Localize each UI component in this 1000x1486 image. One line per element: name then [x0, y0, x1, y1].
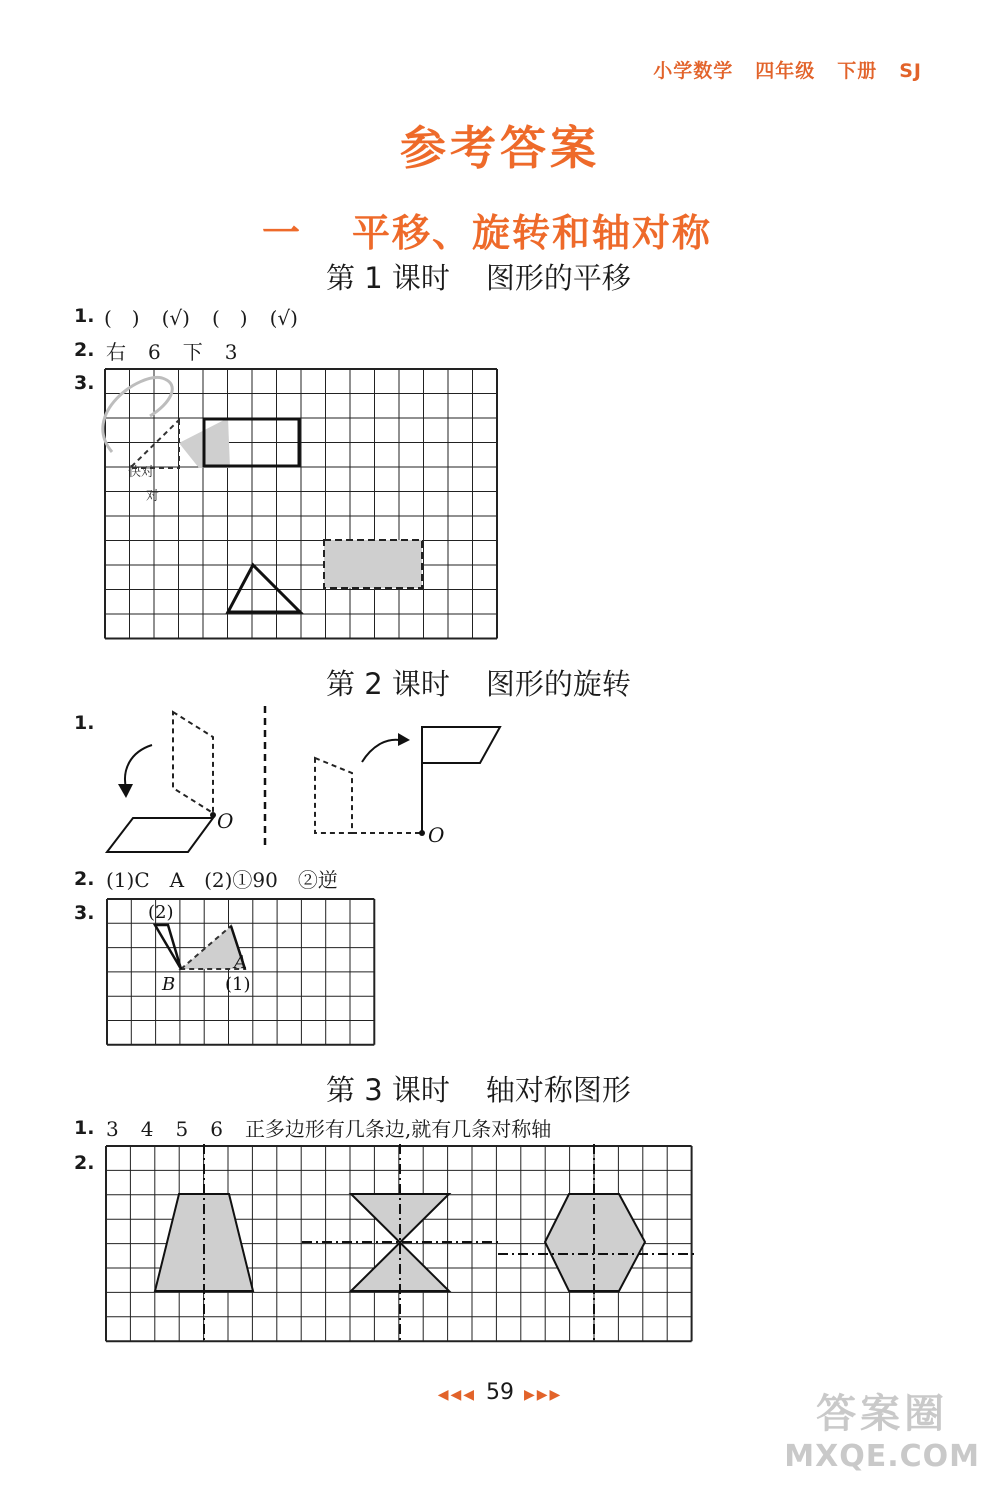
- unit-name: 平移、旋转和轴对称: [352, 211, 713, 255]
- l1-q1-a2: (√): [161, 306, 190, 330]
- dashed-rectangle: [324, 540, 422, 588]
- page-title: 参考答案: [400, 121, 600, 175]
- point-a: A: [234, 952, 247, 973]
- l3-q2-grid-figure: [104, 1144, 698, 1344]
- l1-q1-label: 1.: [74, 305, 95, 327]
- l1-q1-answers: [104, 302, 320, 331]
- l3-q1-answer: [106, 1113, 573, 1142]
- lesson3-number: 第 3 课时: [326, 1073, 450, 1107]
- l1-q2-a1: 右: [106, 340, 126, 364]
- l3-q1-n4: 6: [210, 1117, 223, 1141]
- watermark-line2: MXQE.COM: [784, 1439, 980, 1474]
- header-subject: 小学数学: [653, 60, 734, 82]
- center-point-left: [210, 812, 216, 818]
- watermark: [784, 1382, 980, 1474]
- footer-left-arrows: ◀◀◀: [437, 1387, 476, 1403]
- header-edition: SJ: [899, 60, 922, 82]
- lesson2-number: 第 2 课时: [326, 667, 450, 701]
- l2-q1-label: 1.: [74, 712, 95, 734]
- unit-title: [262, 202, 712, 257]
- center-point-right: [419, 830, 425, 836]
- l1-q2-label: 2.: [74, 339, 95, 361]
- l3-q1-n2: 4: [140, 1117, 154, 1141]
- lesson3-name: 轴对称图形: [485, 1073, 631, 1107]
- lesson3-title: [326, 1068, 631, 1109]
- page-number: 59: [486, 1380, 514, 1405]
- rotation-arrow-right: [362, 740, 400, 762]
- rotated-flag: [422, 727, 500, 763]
- book-header: [631, 56, 922, 83]
- footer-right-arrows: ▶▶▶: [524, 1387, 563, 1403]
- l2-q1-rotation-figure: [100, 700, 520, 860]
- l1-q1-a1: ( ): [104, 306, 140, 330]
- tag-1: (1): [225, 974, 251, 995]
- dashed-flag: [315, 758, 352, 833]
- rotation-arrow-left: [125, 745, 152, 788]
- l1-q2-a2: 6: [148, 340, 161, 364]
- tag-2: (2): [148, 902, 174, 923]
- l3-q1-label: 1.: [74, 1117, 95, 1139]
- l3-q2-label: 2.: [74, 1152, 95, 1174]
- lesson1-name: 图形的平移: [485, 261, 631, 295]
- rotated-parallelogram: [107, 818, 213, 852]
- dashed-parallelogram-left: [173, 712, 213, 813]
- l1-q2-a4: 3: [224, 340, 238, 364]
- l1-q1-a3: ( ): [211, 306, 248, 330]
- l1-q3-grid-figure: [100, 364, 500, 642]
- unit-number: 一: [262, 211, 303, 255]
- lesson1-title: [326, 256, 631, 297]
- l3-q1-n1: 3: [106, 1117, 119, 1141]
- pencil-scribble: [103, 377, 172, 452]
- point-b: B: [162, 974, 176, 995]
- l2-q2-label: 2.: [74, 868, 95, 890]
- note-1: 快对: [128, 465, 155, 480]
- arrowhead-right: [398, 733, 410, 746]
- point-o-right: O: [428, 823, 445, 847]
- l2-q3-label: 3.: [74, 902, 95, 924]
- lesson1-number: 第 1 课时: [326, 261, 450, 295]
- grid-lines: [105, 369, 497, 639]
- lesson2-name: 图形的旋转: [485, 667, 631, 701]
- note-2: 对: [146, 489, 160, 504]
- watermark-line1: 答案圈: [816, 1391, 949, 1437]
- l1-q1-a4: (√): [269, 306, 298, 330]
- point-o-left: O: [217, 809, 234, 833]
- header-grade: 四年级: [755, 60, 816, 82]
- l1-q2-answers: [106, 336, 259, 365]
- l3-q1-text: 正多边形有几条边,就有几条对称轴: [244, 1117, 552, 1141]
- moved-triangle: [228, 565, 300, 612]
- l3-q1-n3: 5: [175, 1117, 189, 1141]
- l2-q2-answer: (1)C A (2)①90 ②逆: [106, 868, 338, 892]
- arrowhead-left: [118, 784, 133, 798]
- rotated-triangle-2: [155, 925, 181, 969]
- l1-q2-a3: 下: [182, 340, 203, 364]
- header-volume: 下册: [837, 60, 878, 82]
- l1-q3-label: 3.: [74, 372, 95, 394]
- lesson2-title: [326, 662, 631, 703]
- l2-q3-grid-figure: [104, 896, 380, 1048]
